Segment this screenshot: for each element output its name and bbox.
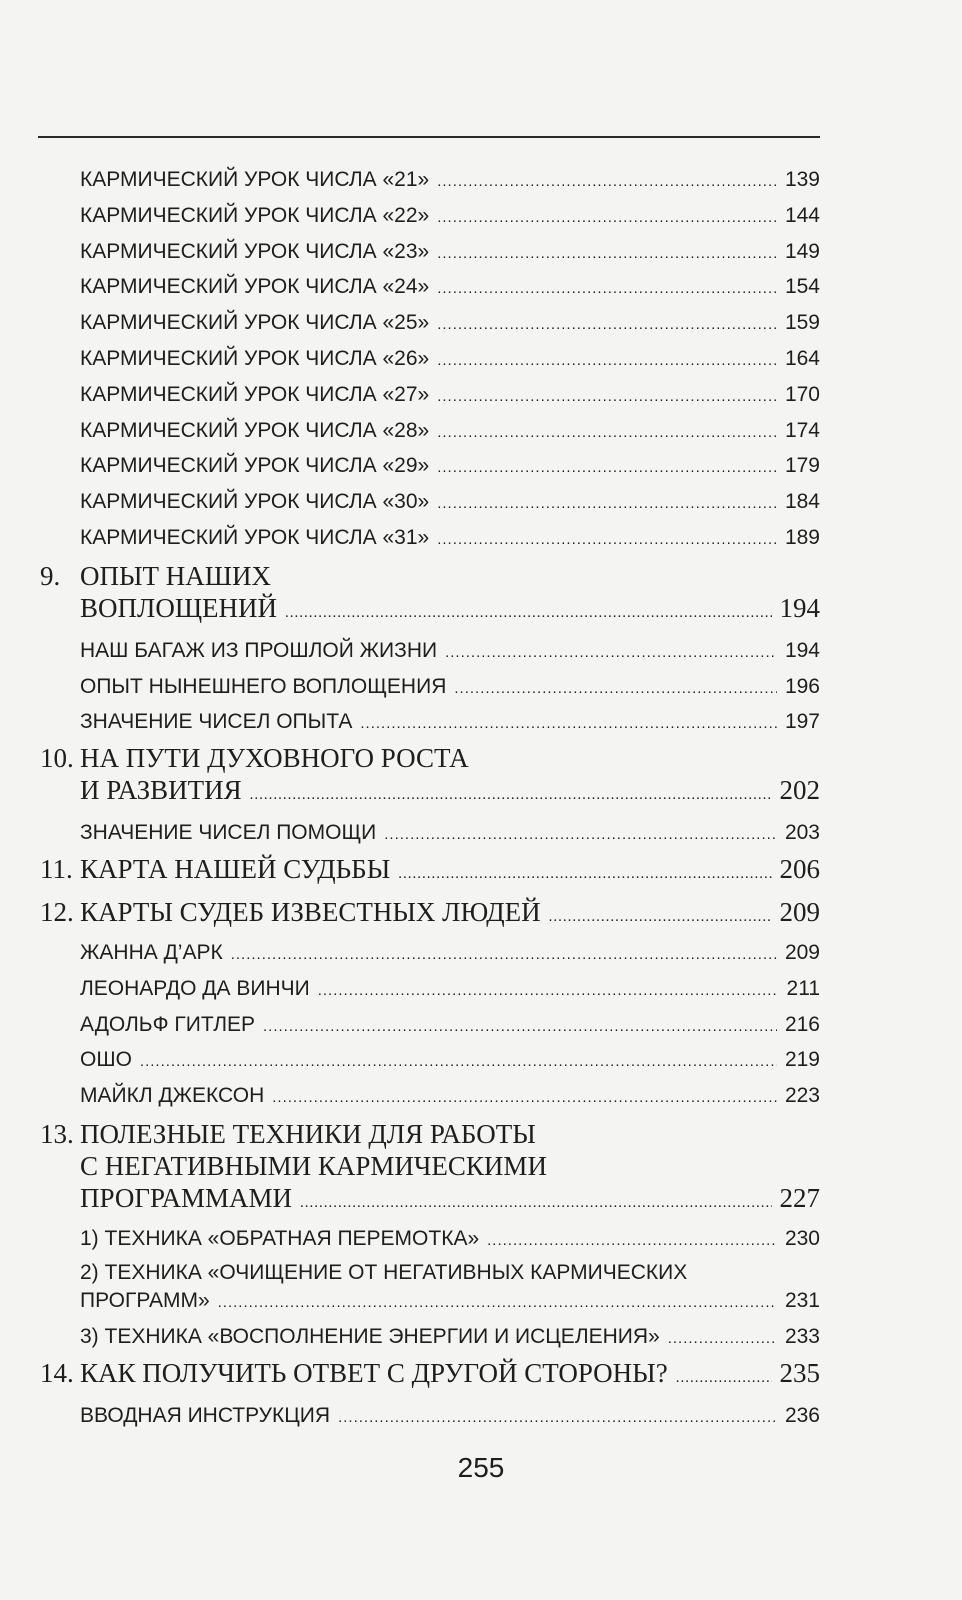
toc-entry[interactable] <box>40 633 820 669</box>
entry-title: КАРМИЧЕСКИЙ УРОК ЧИСЛА «26» <box>80 346 430 370</box>
leader-dots <box>398 858 771 890</box>
chapter-title: КАК ПОЛУЧИТЬ ОТВЕТ С ДРУГОЙ СТОРОНЫ? <box>80 1357 668 1388</box>
leader-dots <box>272 1080 777 1116</box>
leader-dots <box>437 343 777 379</box>
chapter-number: 11. <box>40 853 73 884</box>
entry-page: 184 <box>784 490 820 514</box>
toc-entry-lesson-22[interactable] <box>40 198 820 234</box>
entry-title: КАРМИЧЕСКИЙ УРОК ЧИСЛА «25» <box>80 311 430 335</box>
chapter-page: 209 <box>779 896 820 927</box>
entry-page: 216 <box>784 1012 820 1036</box>
toc-entry-lesson-27[interactable] <box>40 377 820 413</box>
leader-dots <box>437 522 777 558</box>
entry-title: АДОЛЬФ ГИТЛЕР <box>80 1012 256 1036</box>
chapter-page: 194 <box>779 592 820 623</box>
entry-title: КАРМИЧЕСКИЙ УРОК ЧИСЛА «27» <box>80 382 430 406</box>
leader-dots <box>437 486 777 522</box>
chapter-page: 206 <box>779 853 820 884</box>
entry-page: 219 <box>784 1048 820 1072</box>
chapter-number: 10. <box>40 743 74 774</box>
toc-entry-lesson-31[interactable] <box>40 520 820 556</box>
chapter-title-line-2: С НЕГАТИВНЫМИ КАРМИЧЕСКИМИ <box>80 1150 547 1181</box>
entry-page: 203 <box>784 821 820 845</box>
leader-dots <box>676 1362 772 1394</box>
leader-dots <box>218 1289 777 1317</box>
entry-title: ОШО <box>80 1048 132 1072</box>
toc-entry[interactable] <box>40 1221 820 1257</box>
leader-dots <box>360 706 777 742</box>
leader-dots <box>437 200 777 236</box>
chapter-page: 235 <box>779 1357 820 1388</box>
toc-entry-lesson-24[interactable] <box>40 269 820 305</box>
entry-page: 144 <box>784 203 820 227</box>
toc-entry[interactable] <box>40 1078 820 1114</box>
leader-dots <box>437 271 777 307</box>
chapter-title-line-3: ПРОГРАММАМИ <box>80 1182 293 1213</box>
entry-title: МАЙКЛ ДЖЕКСОН <box>80 1084 265 1108</box>
toc-entry[interactable] <box>40 669 820 705</box>
leader-dots <box>338 1400 777 1436</box>
entry-title: КАРМИЧЕСКИЙ УРОК ЧИСЛА «30» <box>80 490 430 514</box>
leader-dots <box>384 817 777 853</box>
toc-chapter-14[interactable] <box>40 1357 820 1394</box>
entry-title: КАРМИЧЕСКИЙ УРОК ЧИСЛА «28» <box>80 418 430 442</box>
header-rule <box>38 136 820 138</box>
leader-dots <box>300 1187 771 1219</box>
leader-dots <box>437 307 777 343</box>
entry-title: ОПЫТ НЫНЕШНЕГО ВОПЛОЩЕНИЯ <box>80 674 447 698</box>
leader-dots <box>437 415 777 451</box>
toc-entry-lesson-25[interactable] <box>40 305 820 341</box>
leader-dots <box>487 1223 777 1259</box>
entry-page: 159 <box>784 311 820 335</box>
leader-dots <box>285 597 771 629</box>
entry-title: КАРМИЧЕСКИЙ УРОК ЧИСЛА «22» <box>80 203 430 227</box>
table-of-contents <box>40 162 820 1433</box>
entry-title: КАРМИЧЕСКИЙ УРОК ЧИСЛА «23» <box>80 239 430 263</box>
entry-title: КАРМИЧЕСКИЙ УРОК ЧИСЛА «31» <box>80 525 430 549</box>
toc-entry-lesson-21[interactable] <box>40 162 820 198</box>
toc-chapter-13[interactable] <box>40 1118 820 1219</box>
entry-page: 197 <box>784 710 820 734</box>
entry-page: 179 <box>784 454 820 478</box>
entry-title: ЗНАЧЕНИЕ ЧИСЕЛ ПОМОЩИ <box>80 821 377 845</box>
toc-entry[interactable] <box>40 1319 820 1355</box>
entry-page: 211 <box>786 976 820 1000</box>
chapter-title-line-1: НА ПУТИ ДУХОВНОГО РОСТА <box>80 743 469 774</box>
entry-title: НАШ БАГАЖ ИЗ ПРОШЛОЙ ЖИЗНИ <box>80 638 438 662</box>
toc-chapter-9[interactable] <box>40 560 820 629</box>
entry-page: 209 <box>784 940 820 964</box>
toc-entry[interactable] <box>40 704 820 740</box>
chapter-number: 9. <box>40 560 61 591</box>
entry-title-line-1: 2) ТЕХНИКА «ОЧИЩЕНИЕ ОТ НЕГАТИВНЫХ КАРМИЧЕСКИХ <box>80 1260 688 1284</box>
leader-dots <box>263 1009 777 1045</box>
entry-page: 194 <box>784 638 820 662</box>
chapter-title-line-1: ПОЛЕЗНЫЕ ТЕХНИКИ ДЛЯ РАБОТЫ <box>80 1118 536 1149</box>
chapter-number: 14. <box>40 1357 74 1388</box>
leader-dots <box>437 450 777 486</box>
leader-dots <box>437 236 777 272</box>
toc-entry[interactable] <box>40 1007 820 1043</box>
toc-entry[interactable] <box>40 1398 820 1434</box>
entry-page: 236 <box>784 1403 820 1427</box>
entry-page: 223 <box>784 1084 820 1108</box>
toc-entry-lesson-30[interactable] <box>40 484 820 520</box>
entry-page: 174 <box>784 418 820 442</box>
entry-title: ЛЕОНАРДО ДА ВИНЧИ <box>80 976 310 1000</box>
chapter-title-line-2: ВОПЛОЩЕНИЙ <box>80 592 278 623</box>
toc-entry-lesson-26[interactable] <box>40 341 820 377</box>
toc-chapter-11[interactable] <box>40 853 820 890</box>
entry-page: 231 <box>784 1288 820 1312</box>
entry-title: ВВОДНАЯ ИНСТРУКЦИЯ <box>80 1403 331 1427</box>
entry-title: 3) ТЕХНИКА «ВОСПОЛНЕНИЕ ЭНЕРГИИ И ИСЦЕЛЕНИЯ» <box>80 1324 660 1348</box>
entry-title-line-2: ПРОГРАММ» <box>80 1288 210 1312</box>
entry-page: 233 <box>784 1324 820 1348</box>
leader-dots <box>140 1044 777 1080</box>
entry-title: ЗНАЧЕНИЕ ЧИСЕЛ ОПЫТА <box>80 710 353 734</box>
toc-entry-lesson-23[interactable] <box>40 234 820 270</box>
chapter-title: КАРТА НАШЕЙ СУДЬБЫ <box>80 853 391 884</box>
entry-page: 189 <box>784 525 820 549</box>
toc-entry-lesson-28[interactable] <box>40 413 820 449</box>
entry-page: 139 <box>784 168 820 191</box>
entry-page: 164 <box>784 346 820 370</box>
chapter-title-line-1: ОПЫТ НАШИХ <box>80 560 272 591</box>
leader-dots <box>250 779 772 811</box>
entry-page: 154 <box>784 275 820 299</box>
toc-entry[interactable] <box>40 1042 820 1078</box>
leader-dots <box>549 901 772 933</box>
toc-chapter-12[interactable] <box>40 896 820 933</box>
leader-dots <box>231 937 777 973</box>
toc-entry[interactable] <box>40 815 820 851</box>
leader-dots <box>437 164 777 200</box>
leader-dots <box>318 973 779 1009</box>
leader-dots <box>437 379 777 415</box>
entry-title: 1) ТЕХНИКА «ОБРАТНАЯ ПЕРЕМОТКА» <box>80 1226 480 1250</box>
toc-entry[interactable] <box>40 971 820 1007</box>
entry-title: КАРМИЧЕСКИЙ УРОК ЧИСЛА «24» <box>80 275 430 299</box>
entry-page: 170 <box>784 382 820 406</box>
leader-dots <box>454 671 777 707</box>
entry-title: ЖАННА Д’АРК <box>80 940 223 964</box>
toc-entry-lesson-29[interactable] <box>40 448 820 484</box>
toc-entry[interactable] <box>40 1259 820 1317</box>
chapter-number: 12. <box>40 896 74 927</box>
toc-entry[interactable] <box>40 935 820 971</box>
entry-title: КАРМИЧЕСКИЙ УРОК ЧИСЛА «29» <box>80 454 430 478</box>
chapter-number: 13. <box>40 1118 74 1149</box>
entry-title: КАРМИЧЕСКИЙ УРОК ЧИСЛА «21» <box>80 168 430 191</box>
leader-dots <box>668 1321 777 1357</box>
chapter-title-line-2: И РАЗВИТИЯ <box>80 775 242 806</box>
entry-page: 230 <box>784 1226 820 1250</box>
chapter-page: 202 <box>779 775 820 806</box>
chapter-page: 227 <box>779 1182 820 1213</box>
entry-page: 196 <box>784 674 820 698</box>
chapter-title: КАРТЫ СУДЕБ ИЗВЕСТНЫХ ЛЮДЕЙ <box>80 896 541 927</box>
toc-chapter-10[interactable] <box>40 742 820 811</box>
page-number: 255 <box>457 1452 505 1483</box>
leader-dots <box>445 635 777 671</box>
entry-page: 149 <box>784 239 820 263</box>
